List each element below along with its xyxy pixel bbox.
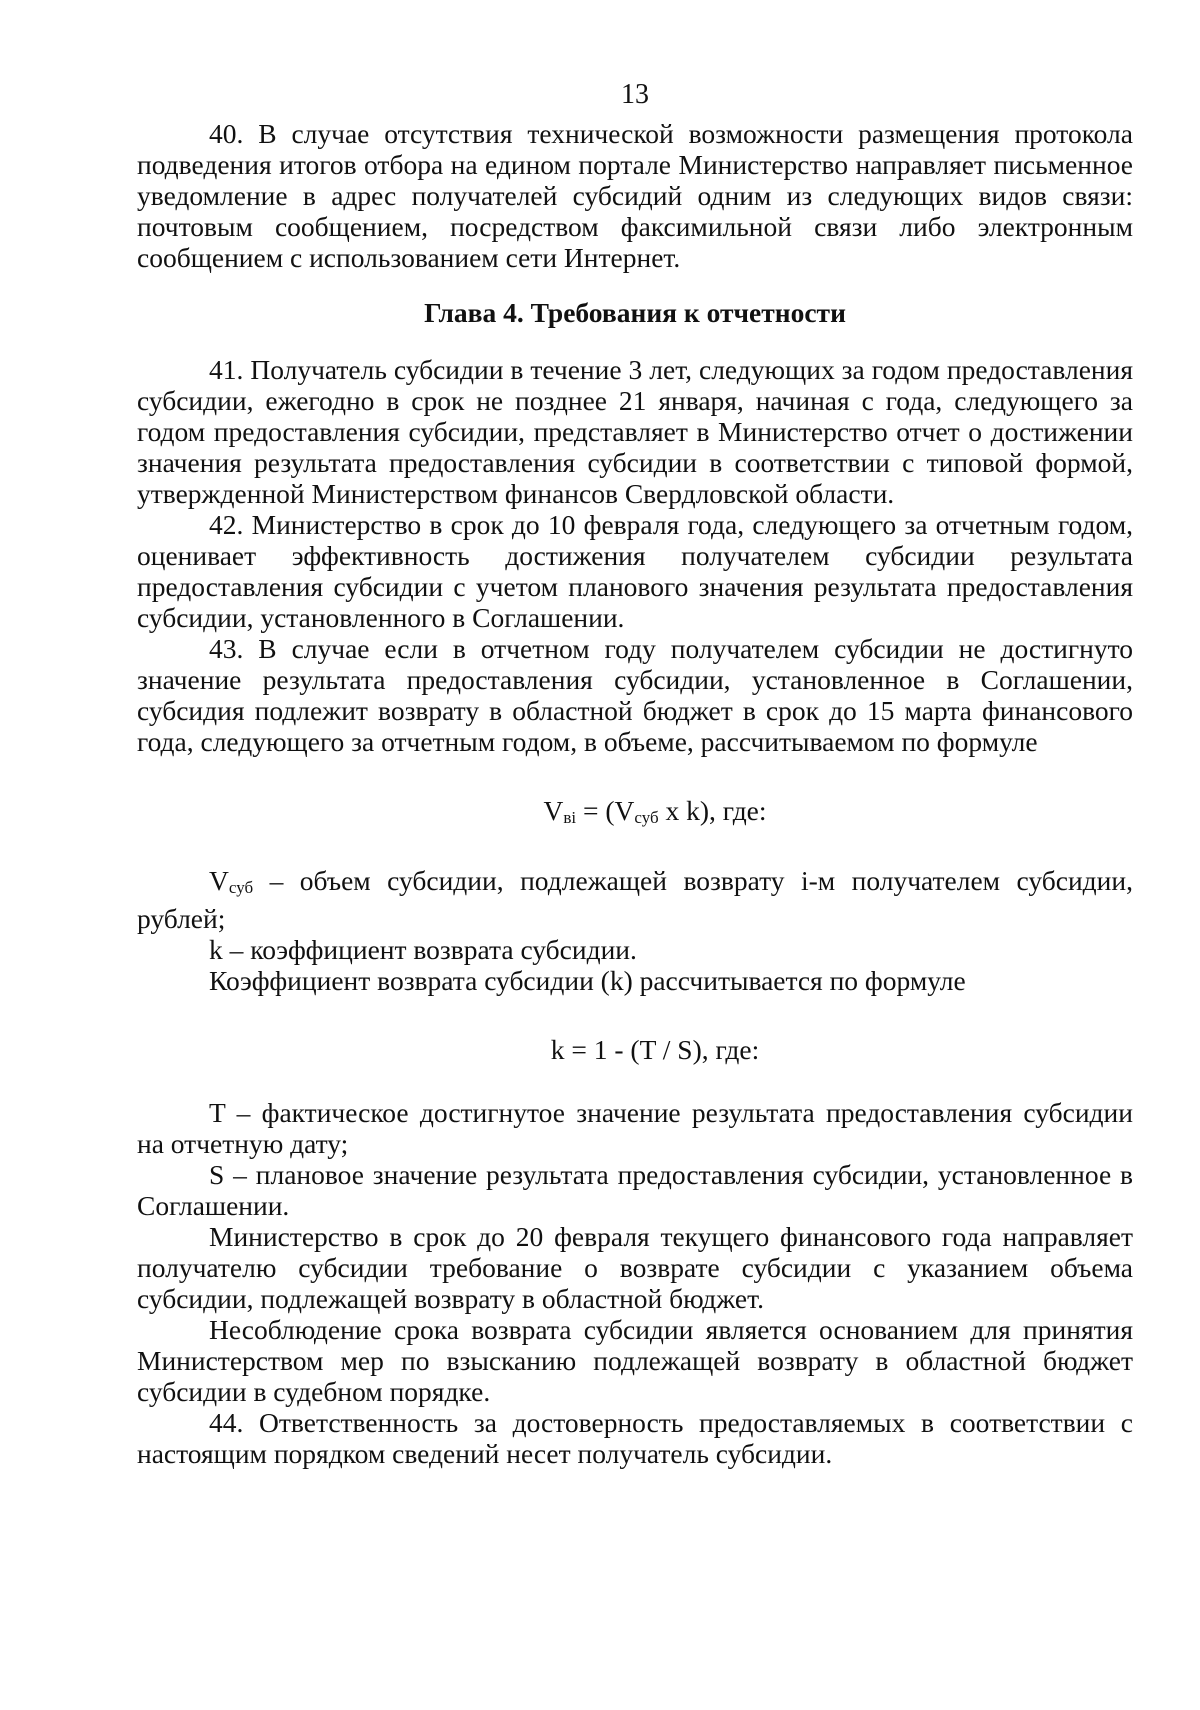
vsub-definition — [137, 865, 1133, 934]
formula-lhs-var: V — [543, 795, 564, 826]
paragraph-41: 41. Получатель субсидии в течение 3 лет, следующих за годом предоставления субсидии, ежегодно в срок не позднее 21 января, начиная с года, следующего за годом предоставления субсидии, представляет в Министерство отчет о достижении значения результата предоставления субсидии в соответствии с типовой формой, утвержденной Министерством финансов Свердловской области. — [137, 354, 1133, 509]
k-formula-intro: Коэффициент возврата субсидии (k) рассчитывается по формуле — [209, 965, 966, 996]
non-compliance-paragraph: Несоблюдение срока возврата субсидии является основанием для принятия Министерством мер по взысканию подлежащей возврату в областной бюджет субсидии в судебном порядке. — [137, 1314, 1133, 1407]
paragraph-42: 42. Министерство в срок до 10 февраля года, следующего за отчетным годом, оценивает эффективность достижения получателем субсидии результата предоставления субсидии с учетом планового значения результата предоставления субсидии, установленного в Соглашении. — [137, 509, 1133, 633]
t-definition: T – фактическое достигнутое значение результата предоставления субсидии на отчетную дату; — [137, 1097, 1133, 1159]
vsub-var: V — [209, 865, 229, 896]
chapter-heading: Глава 4. Требования к отчетности — [424, 297, 846, 328]
paragraph-40: 40. В случае отсутствия технической возможности размещения протокола подведения итогов отбора на едином портале Министерство направляет письменное уведомление в адрес получателей субсидий одним из следующих видов связи: почтовым сообщением, посредством факсимильной связи либо электронным сообщением с использованием сети Интернет. — [137, 118, 1133, 273]
formula-mid-sub: суб — [634, 808, 659, 827]
ministry-demand-paragraph: Министерство в срок до 20 февраля текущего финансового года направляет получателю субсидии требование о возврате субсидии с указанием объема субсидии, подлежащей возврату в областной бюджет. — [137, 1221, 1133, 1314]
formula-middle: = (V — [576, 795, 635, 826]
page-number: 13 — [621, 79, 649, 110]
formula-rhs: x k), где: — [658, 795, 767, 826]
document-body — [137, 118, 1133, 1469]
formula-coefficient: k = 1 - (T / S), где: — [550, 1034, 760, 1065]
formula-return-volume — [137, 795, 1133, 833]
k-definition: k – коэффициент возврата субсидии. — [209, 934, 637, 965]
vsub-sub: суб — [228, 878, 254, 897]
vsub-text: – объем субсидии, подлежащей возврату i-м получателем субсидии, рублей; — [137, 865, 1133, 934]
formula-lhs-sub: вi — [563, 808, 577, 827]
paragraph-44: 44. Ответственность за достоверность предоставляемых в соответствии с настоящим порядком сведений несет получатель субсидии. — [137, 1407, 1133, 1469]
s-definition: S – плановое значение результата предоставления субсидии, установленное в Соглашении. — [137, 1159, 1133, 1221]
paragraph-43: 43. В случае если в отчетном году получателем субсидии не достигнуто значение результата предоставления субсидии, установленное в Соглашении, субсидия подлежит возврату в областной бюджет в срок до 15 марта финансового года, следующего за отчетным годом, в объеме, рассчитываемом по формуле — [137, 633, 1133, 757]
